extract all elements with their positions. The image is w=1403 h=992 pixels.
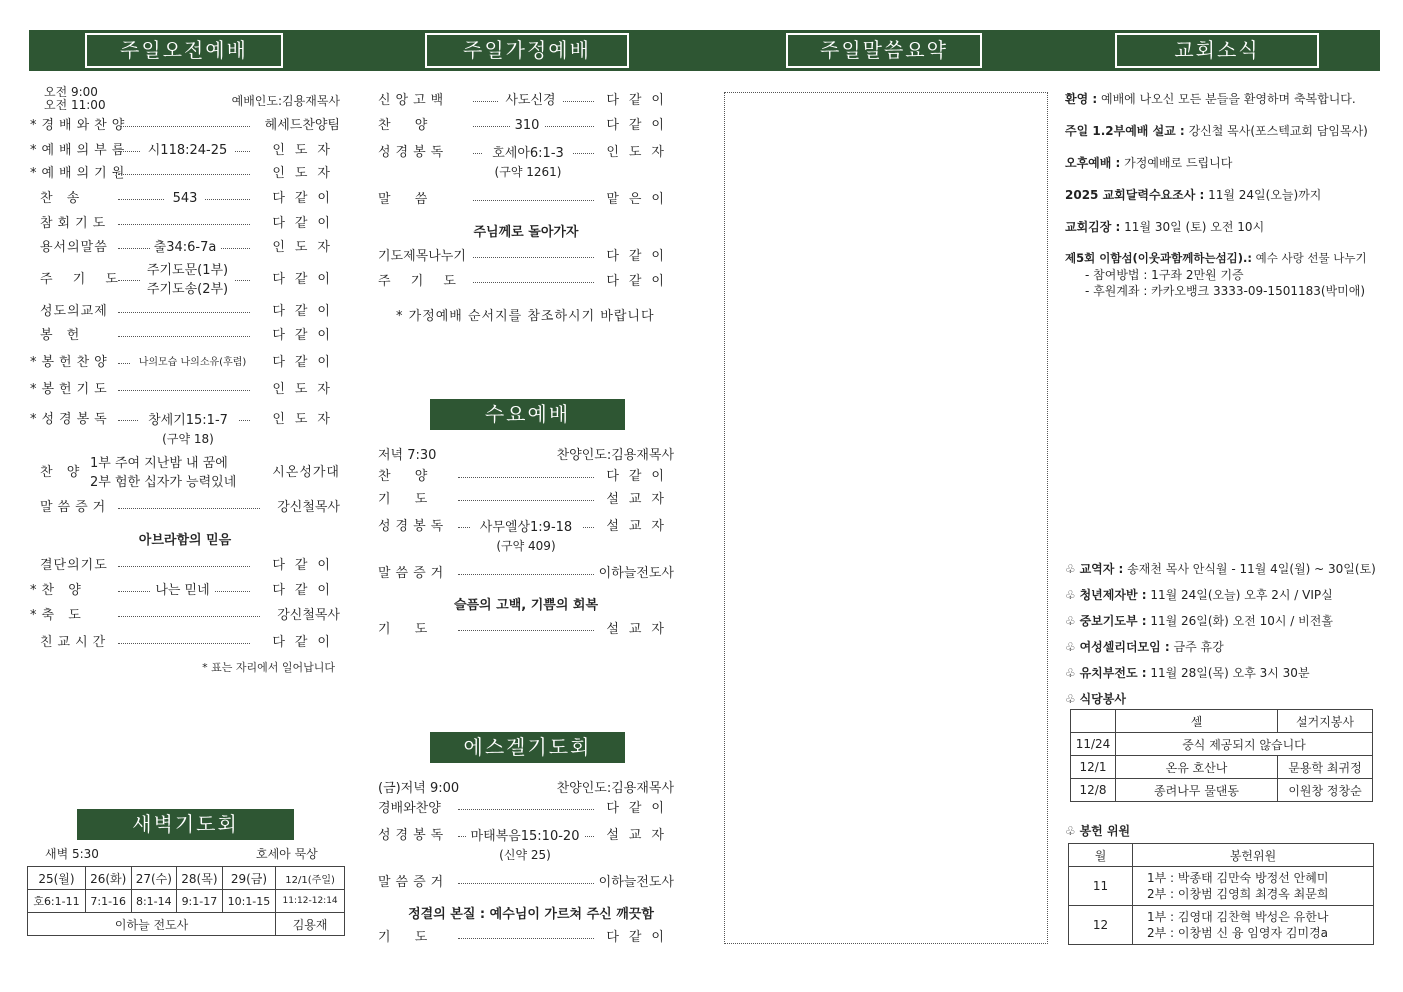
header-church-news: 교회소식 (1115, 33, 1319, 68)
order-row: 찬 송 543 다같이 (40, 191, 340, 206)
table-row: 월 봉헌위원 (1069, 844, 1374, 867)
order-row: 성경봉독 사무엘상1:9-18 (구약 409) 설교자 (378, 518, 674, 536)
order-row: *봉헌찬양 나의모습 나의소유(후렴) 다같이 (30, 355, 340, 370)
order-row: 주 기 도 다같이 (378, 274, 674, 289)
sermon-title: 정결의 본질 : 예수님이 가르쳐 주신 깨끗함 (408, 907, 654, 922)
ezekiel-time: (금)저녁 9:00 (378, 781, 460, 796)
order-row: *축 도 강신철목사 (30, 608, 340, 623)
news-item: ♧ 식당봉사 (1065, 692, 1126, 706)
dawn-book: 호세아 묵상 (256, 847, 318, 861)
dawn-prayer-title: 새벽기도회 (77, 809, 294, 840)
table-row: 11/24 중식 제공되지 않습니다 (1071, 733, 1373, 756)
order-row: *성경봉독 창세기15:1-7 (구약 18) 인도자 (30, 411, 340, 429)
dawn-time: 새벽 5:30 (45, 847, 99, 861)
wednesday-worship-title: 수요예배 (430, 399, 625, 430)
table-row: 이하늘 전도사 김용재 (28, 913, 345, 936)
sermon-title: 주님께로 돌아가자 (473, 225, 579, 240)
header-bar (29, 30, 1380, 71)
order-row: 성경봉독 마태복음15:10-20 (신약 25) 설교자 (378, 827, 674, 845)
order-row: *봉헌기도 인도자 (30, 382, 340, 397)
clover-icon: ♧ (1065, 640, 1080, 654)
clover-icon: ♧ (1065, 824, 1080, 838)
order-row: 기 도 설교자 (378, 492, 674, 507)
wednesday-leader: 찬양인도:김용재목사 (556, 448, 674, 463)
dawn-schedule-table (27, 866, 345, 936)
table-row: 12 1부 : 김영대 김찬혁 박성은 유한나 2부 : 이창범 신 융 임영자 김미경a (1069, 906, 1374, 945)
news-item: ♧ 교역자 : 송재천 목사 안식월 - 11월 4일(월) ~ 30일(토) (1065, 562, 1376, 576)
news-subitem: - 후원계좌 : 카카오뱅크 3333-09-1501183(박미애) (1085, 284, 1366, 298)
family-worship-order (378, 90, 674, 330)
sermon-notes-box (724, 92, 1048, 944)
ezekiel-prayer-title: 에스겔기도회 (430, 732, 625, 763)
order-row: 경배와찬양 다같이 (378, 801, 674, 816)
news-item: ♧ 여성셀리더모임 : 금주 휴강 (1065, 640, 1224, 654)
order-row: 말씀증거 이하늘전도사 (378, 875, 674, 890)
news-item: ♧ 유치부전도 : 11월 28일(목) 오후 3시 30분 (1065, 666, 1310, 680)
table-row: 셀 설거지봉사 (1071, 710, 1373, 733)
ezekiel-leader: 찬양인도:김용재목사 (556, 781, 674, 796)
table-row: 12/8 종려나무 물댄동 이원창 정창순 (1071, 779, 1373, 802)
order-row: *경배와찬양 헤세드찬양팀 (30, 118, 340, 133)
sermon-title: 슬픔의 고백, 기쁨의 회복 (453, 598, 599, 613)
order-row: 참회기도 다같이 (40, 216, 340, 231)
cafeteria-table (1070, 709, 1373, 802)
wednesday-worship-order (378, 444, 674, 644)
ezekiel-prayer-order (378, 777, 674, 957)
clover-icon: ♧ (1065, 562, 1080, 576)
worship-leader: 예배인도:김용재목사 (231, 94, 340, 108)
order-row: 찬 양 다같이 (378, 469, 674, 484)
clover-icon: ♧ (1065, 588, 1080, 602)
news-item: ♧ 청년제자반 : 11월 24일(오늘) 오후 2시 / VIP실 (1065, 588, 1333, 602)
table-row: 12/1 온유 호산나 문용학 최귀정 (1071, 756, 1373, 779)
news-item: 주일 1.2부예배 설교 : 강신철 목사(포스텍교회 담임목사) (1065, 124, 1368, 138)
standing-note: * 표는 자리에서 일어납니다 (202, 661, 335, 674)
service-times: 오전 9:00 오전 11:00 (44, 85, 106, 112)
order-row: 기 도 설교자 (378, 622, 674, 637)
order-row: *예배의기원 인도자 (30, 166, 340, 181)
wednesday-time: 저녁 7:30 (378, 448, 437, 463)
header-sermon-summary: 주일말씀요약 (786, 33, 982, 68)
table-row: 11 1부 : 박종태 김만숙 방정선 안혜미 2부 : 이창범 김영희 최경옥 최문희 (1069, 867, 1374, 906)
order-row: 말 씀 맡은이 (378, 192, 674, 207)
news-item: ♧ 중보기도부 : 11월 26일(화) 오전 10시 / 비전홀 (1065, 614, 1333, 628)
clover-icon: ♧ (1065, 666, 1080, 680)
header-morning-worship: 주일오전예배 (85, 33, 283, 68)
header-family-worship: 주일가정예배 (425, 33, 629, 68)
news-item: 오후예배 : 가정예배로 드립니다 (1065, 156, 1233, 170)
news-item: 2025 교회달력수요조사 : 11월 24일(오늘)까지 (1065, 188, 1322, 202)
news-item: 제5회 이함섬(이웃과함께하는섬김).: 예수 사랑 선물 나누기 (1065, 251, 1367, 265)
order-row: 친교시간 다같이 (40, 635, 340, 650)
table-row: 호6:1-11 7:1-16 8:1-14 9:1-17 10:1-15 11:12-12:14 (28, 890, 345, 913)
order-row: 말씀증거 이하늘전도사 (378, 566, 674, 581)
order-row: 신앙고백 사도신경 다같이 (378, 93, 674, 108)
order-row: 주 기 도 주기도문(1부) 주기도송(2부) 다같이 (40, 263, 340, 297)
table-row: 25(월) 26(화) 27(수) 28(목) 29(금) 12/1(주일) (28, 867, 345, 890)
order-row: *예배의부름 시118:24-25 인도자 (30, 143, 340, 158)
news-item: 환영 : 예배에 나오신 모든 분들을 환영하며 축복합니다. (1065, 92, 1356, 106)
order-row: 봉 헌 다같이 (40, 328, 340, 343)
order-row: 용서의말씀 출34:6-7a 인도자 (40, 240, 340, 255)
family-note: * 가정예배 순서지를 참조하시기 바랍니다 (396, 309, 655, 324)
order-row: 성경봉독 호세아6:1-3 (구약 1261) 인도자 (378, 144, 674, 162)
clover-icon: ♧ (1065, 692, 1080, 706)
order-row: 결단의기도 다같이 (40, 558, 340, 573)
news-subitem: - 참여방법 : 1구좌 2만원 기증 (1085, 268, 1244, 282)
order-row: *찬 양 나는 믿네 다같이 (30, 583, 340, 598)
order-row: 찬 양 310 다같이 (378, 118, 674, 133)
order-row: 성도의교제 다같이 (40, 304, 340, 319)
morning-worship-order (30, 86, 340, 686)
offering-committee-table (1068, 843, 1374, 945)
news-item: 교회김장 : 11월 30일 (토) 오전 10시 (1065, 220, 1265, 234)
order-row: 찬 양 1부 주여 지난밤 내 꿈에 2부 험한 십자가 능력있네 시온성가대 (40, 456, 340, 490)
clover-icon: ♧ (1065, 614, 1080, 628)
order-row: 기도제목나누기 다같이 (378, 249, 674, 264)
news-item: ♧ 봉헌 위원 (1065, 824, 1131, 838)
order-row: 말씀증거 강신철목사 (40, 500, 340, 515)
sermon-title: 아브라함의 믿음 (138, 533, 232, 548)
order-row: 기 도 다같이 (378, 930, 674, 945)
